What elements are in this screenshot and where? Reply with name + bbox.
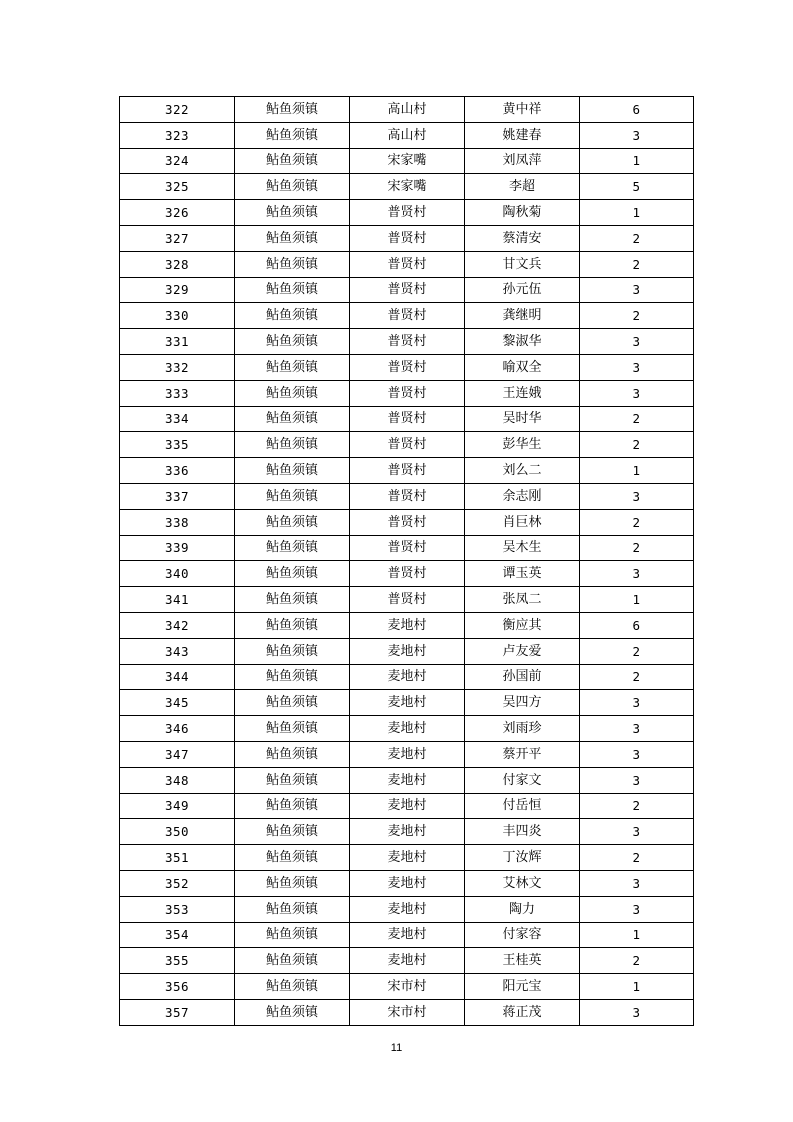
count-cell: 3 xyxy=(580,277,694,303)
town-cell: 鲇鱼须镇 xyxy=(235,354,350,380)
town-cell: 鲇鱼须镇 xyxy=(235,767,350,793)
name-cell: 龚继明 xyxy=(465,303,580,329)
village-cell: 普贤村 xyxy=(350,509,465,535)
table-row xyxy=(120,896,694,922)
name-cell: 喻双全 xyxy=(465,354,580,380)
table-row xyxy=(120,638,694,664)
count-cell: 2 xyxy=(580,406,694,432)
name-cell: 王桂英 xyxy=(465,948,580,974)
table-row xyxy=(120,793,694,819)
row-index-cell: 340 xyxy=(120,561,235,587)
name-cell: 吴四方 xyxy=(465,690,580,716)
name-cell: 刘雨珍 xyxy=(465,716,580,742)
row-index-cell: 357 xyxy=(120,999,235,1025)
count-cell: 3 xyxy=(580,767,694,793)
name-cell: 吴时华 xyxy=(465,406,580,432)
row-index-cell: 324 xyxy=(120,148,235,174)
table-row xyxy=(120,922,694,948)
count-cell: 3 xyxy=(580,716,694,742)
row-index-cell: 342 xyxy=(120,612,235,638)
village-cell: 普贤村 xyxy=(350,251,465,277)
town-cell: 鲇鱼须镇 xyxy=(235,225,350,251)
count-cell: 6 xyxy=(580,612,694,638)
name-cell: 刘凤萍 xyxy=(465,148,580,174)
village-cell: 麦地村 xyxy=(350,664,465,690)
town-cell: 鲇鱼须镇 xyxy=(235,896,350,922)
row-index-cell: 336 xyxy=(120,458,235,484)
village-cell: 宋市村 xyxy=(350,999,465,1025)
name-cell: 肖巨林 xyxy=(465,509,580,535)
town-cell: 鲇鱼须镇 xyxy=(235,122,350,148)
row-index-cell: 327 xyxy=(120,225,235,251)
row-index-cell: 339 xyxy=(120,535,235,561)
village-cell: 普贤村 xyxy=(350,380,465,406)
table-row xyxy=(120,767,694,793)
village-cell: 普贤村 xyxy=(350,200,465,226)
count-cell: 3 xyxy=(580,741,694,767)
records-table-body xyxy=(120,97,694,1026)
name-cell: 黄中祥 xyxy=(465,97,580,123)
table-row xyxy=(120,303,694,329)
count-cell: 2 xyxy=(580,225,694,251)
town-cell: 鲇鱼须镇 xyxy=(235,999,350,1025)
village-cell: 麦地村 xyxy=(350,793,465,819)
table-row xyxy=(120,329,694,355)
table-row xyxy=(120,406,694,432)
village-cell: 普贤村 xyxy=(350,303,465,329)
table-row xyxy=(120,432,694,458)
name-cell: 付家容 xyxy=(465,922,580,948)
row-index-cell: 354 xyxy=(120,922,235,948)
town-cell: 鲇鱼须镇 xyxy=(235,97,350,123)
row-index-cell: 347 xyxy=(120,741,235,767)
name-cell: 艾林文 xyxy=(465,870,580,896)
count-cell: 3 xyxy=(580,483,694,509)
village-cell: 普贤村 xyxy=(350,406,465,432)
name-cell: 蒋正茂 xyxy=(465,999,580,1025)
table-row xyxy=(120,948,694,974)
count-cell: 3 xyxy=(580,896,694,922)
count-cell: 3 xyxy=(580,329,694,355)
town-cell: 鲇鱼须镇 xyxy=(235,329,350,355)
table-row xyxy=(120,664,694,690)
name-cell: 蔡开平 xyxy=(465,741,580,767)
town-cell: 鲇鱼须镇 xyxy=(235,587,350,613)
row-index-cell: 325 xyxy=(120,174,235,200)
count-cell: 3 xyxy=(580,819,694,845)
name-cell: 衡应其 xyxy=(465,612,580,638)
count-cell: 2 xyxy=(580,432,694,458)
town-cell: 鲇鱼须镇 xyxy=(235,458,350,484)
town-cell: 鲇鱼须镇 xyxy=(235,845,350,871)
count-cell: 1 xyxy=(580,458,694,484)
count-cell: 2 xyxy=(580,793,694,819)
village-cell: 麦地村 xyxy=(350,767,465,793)
town-cell: 鲇鱼须镇 xyxy=(235,638,350,664)
table-row xyxy=(120,458,694,484)
village-cell: 普贤村 xyxy=(350,458,465,484)
village-cell: 麦地村 xyxy=(350,612,465,638)
town-cell: 鲇鱼须镇 xyxy=(235,793,350,819)
town-cell: 鲇鱼须镇 xyxy=(235,922,350,948)
village-cell: 麦地村 xyxy=(350,638,465,664)
count-cell: 2 xyxy=(580,535,694,561)
village-cell: 麦地村 xyxy=(350,922,465,948)
village-cell: 麦地村 xyxy=(350,845,465,871)
village-cell: 麦地村 xyxy=(350,741,465,767)
town-cell: 鲇鱼须镇 xyxy=(235,174,350,200)
village-cell: 麦地村 xyxy=(350,896,465,922)
name-cell: 余志刚 xyxy=(465,483,580,509)
town-cell: 鲇鱼须镇 xyxy=(235,664,350,690)
table-row xyxy=(120,819,694,845)
count-cell: 3 xyxy=(580,999,694,1025)
village-cell: 普贤村 xyxy=(350,225,465,251)
count-cell: 3 xyxy=(580,380,694,406)
table-row xyxy=(120,97,694,123)
town-cell: 鲇鱼须镇 xyxy=(235,716,350,742)
row-index-cell: 348 xyxy=(120,767,235,793)
count-cell: 3 xyxy=(580,690,694,716)
village-cell: 普贤村 xyxy=(350,561,465,587)
row-index-cell: 341 xyxy=(120,587,235,613)
town-cell: 鲇鱼须镇 xyxy=(235,948,350,974)
town-cell: 鲇鱼须镇 xyxy=(235,406,350,432)
town-cell: 鲇鱼须镇 xyxy=(235,148,350,174)
count-cell: 1 xyxy=(580,200,694,226)
name-cell: 刘么二 xyxy=(465,458,580,484)
row-index-cell: 329 xyxy=(120,277,235,303)
table-row xyxy=(120,999,694,1025)
row-index-cell: 334 xyxy=(120,406,235,432)
page-number: 11 xyxy=(390,1042,403,1054)
name-cell: 姚建春 xyxy=(465,122,580,148)
table-row xyxy=(120,225,694,251)
table-row xyxy=(120,122,694,148)
name-cell: 王连娥 xyxy=(465,380,580,406)
table-row xyxy=(120,148,694,174)
town-cell: 鲇鱼须镇 xyxy=(235,303,350,329)
row-index-cell: 350 xyxy=(120,819,235,845)
name-cell: 丰四炎 xyxy=(465,819,580,845)
count-cell: 2 xyxy=(580,509,694,535)
town-cell: 鲇鱼须镇 xyxy=(235,432,350,458)
count-cell: 1 xyxy=(580,587,694,613)
table-row xyxy=(120,612,694,638)
count-cell: 2 xyxy=(580,303,694,329)
name-cell: 吴木生 xyxy=(465,535,580,561)
town-cell: 鲇鱼须镇 xyxy=(235,612,350,638)
town-cell: 鲇鱼须镇 xyxy=(235,561,350,587)
row-index-cell: 328 xyxy=(120,251,235,277)
row-index-cell: 326 xyxy=(120,200,235,226)
count-cell: 3 xyxy=(580,561,694,587)
village-cell: 普贤村 xyxy=(350,432,465,458)
village-cell: 普贤村 xyxy=(350,483,465,509)
row-index-cell: 331 xyxy=(120,329,235,355)
village-cell: 普贤村 xyxy=(350,329,465,355)
row-index-cell: 330 xyxy=(120,303,235,329)
name-cell: 付家文 xyxy=(465,767,580,793)
name-cell: 彭华生 xyxy=(465,432,580,458)
row-index-cell: 335 xyxy=(120,432,235,458)
name-cell: 张凤二 xyxy=(465,587,580,613)
count-cell: 1 xyxy=(580,922,694,948)
table-row xyxy=(120,483,694,509)
village-cell: 宋家嘴 xyxy=(350,148,465,174)
row-index-cell: 346 xyxy=(120,716,235,742)
town-cell: 鲇鱼须镇 xyxy=(235,741,350,767)
name-cell: 孙元伍 xyxy=(465,277,580,303)
village-cell: 高山村 xyxy=(350,122,465,148)
table-row xyxy=(120,277,694,303)
table-row xyxy=(120,535,694,561)
row-index-cell: 355 xyxy=(120,948,235,974)
row-index-cell: 351 xyxy=(120,845,235,871)
count-cell: 3 xyxy=(580,354,694,380)
count-cell: 2 xyxy=(580,948,694,974)
town-cell: 鲇鱼须镇 xyxy=(235,483,350,509)
count-cell: 2 xyxy=(580,638,694,664)
table-row xyxy=(120,870,694,896)
town-cell: 鲇鱼须镇 xyxy=(235,870,350,896)
row-index-cell: 338 xyxy=(120,509,235,535)
village-cell: 高山村 xyxy=(350,97,465,123)
count-cell: 3 xyxy=(580,870,694,896)
table-row xyxy=(120,845,694,871)
village-cell: 宋家嘴 xyxy=(350,174,465,200)
town-cell: 鲇鱼须镇 xyxy=(235,974,350,1000)
count-cell: 3 xyxy=(580,122,694,148)
count-cell: 2 xyxy=(580,664,694,690)
table-row xyxy=(120,251,694,277)
table-row xyxy=(120,561,694,587)
village-cell: 麦地村 xyxy=(350,819,465,845)
village-cell: 麦地村 xyxy=(350,948,465,974)
town-cell: 鲇鱼须镇 xyxy=(235,380,350,406)
count-cell: 2 xyxy=(580,845,694,871)
name-cell: 李超 xyxy=(465,174,580,200)
village-cell: 普贤村 xyxy=(350,535,465,561)
village-cell: 麦地村 xyxy=(350,870,465,896)
row-index-cell: 322 xyxy=(120,97,235,123)
count-cell: 1 xyxy=(580,974,694,1000)
name-cell: 付岳恒 xyxy=(465,793,580,819)
row-index-cell: 323 xyxy=(120,122,235,148)
village-cell: 普贤村 xyxy=(350,587,465,613)
town-cell: 鲇鱼须镇 xyxy=(235,819,350,845)
table-row xyxy=(120,380,694,406)
row-index-cell: 345 xyxy=(120,690,235,716)
row-index-cell: 344 xyxy=(120,664,235,690)
name-cell: 丁汝辉 xyxy=(465,845,580,871)
name-cell: 孙国前 xyxy=(465,664,580,690)
village-cell: 普贤村 xyxy=(350,354,465,380)
count-cell: 2 xyxy=(580,251,694,277)
name-cell: 阳元宝 xyxy=(465,974,580,1000)
name-cell: 蔡清安 xyxy=(465,225,580,251)
table-row xyxy=(120,174,694,200)
name-cell: 谭玉英 xyxy=(465,561,580,587)
table-row xyxy=(120,690,694,716)
table-row xyxy=(120,354,694,380)
table-row xyxy=(120,974,694,1000)
name-cell: 陶秋菊 xyxy=(465,200,580,226)
town-cell: 鲇鱼须镇 xyxy=(235,509,350,535)
row-index-cell: 349 xyxy=(120,793,235,819)
town-cell: 鲇鱼须镇 xyxy=(235,690,350,716)
count-cell: 5 xyxy=(580,174,694,200)
count-cell: 1 xyxy=(580,148,694,174)
row-index-cell: 352 xyxy=(120,870,235,896)
row-index-cell: 356 xyxy=(120,974,235,1000)
row-index-cell: 337 xyxy=(120,483,235,509)
name-cell: 黎淑华 xyxy=(465,329,580,355)
count-cell: 6 xyxy=(580,97,694,123)
town-cell: 鲇鱼须镇 xyxy=(235,251,350,277)
town-cell: 鲇鱼须镇 xyxy=(235,200,350,226)
town-cell: 鲇鱼须镇 xyxy=(235,535,350,561)
name-cell: 甘文兵 xyxy=(465,251,580,277)
table-row xyxy=(120,587,694,613)
village-cell: 麦地村 xyxy=(350,716,465,742)
village-cell: 宋市村 xyxy=(350,974,465,1000)
table-row xyxy=(120,741,694,767)
row-index-cell: 333 xyxy=(120,380,235,406)
row-index-cell: 353 xyxy=(120,896,235,922)
records-table xyxy=(119,96,694,1026)
row-index-cell: 332 xyxy=(120,354,235,380)
table-row xyxy=(120,200,694,226)
village-cell: 麦地村 xyxy=(350,690,465,716)
row-index-cell: 343 xyxy=(120,638,235,664)
name-cell: 卢友爱 xyxy=(465,638,580,664)
table-row xyxy=(120,716,694,742)
name-cell: 陶力 xyxy=(465,896,580,922)
village-cell: 普贤村 xyxy=(350,277,465,303)
table-row xyxy=(120,509,694,535)
town-cell: 鲇鱼须镇 xyxy=(235,277,350,303)
